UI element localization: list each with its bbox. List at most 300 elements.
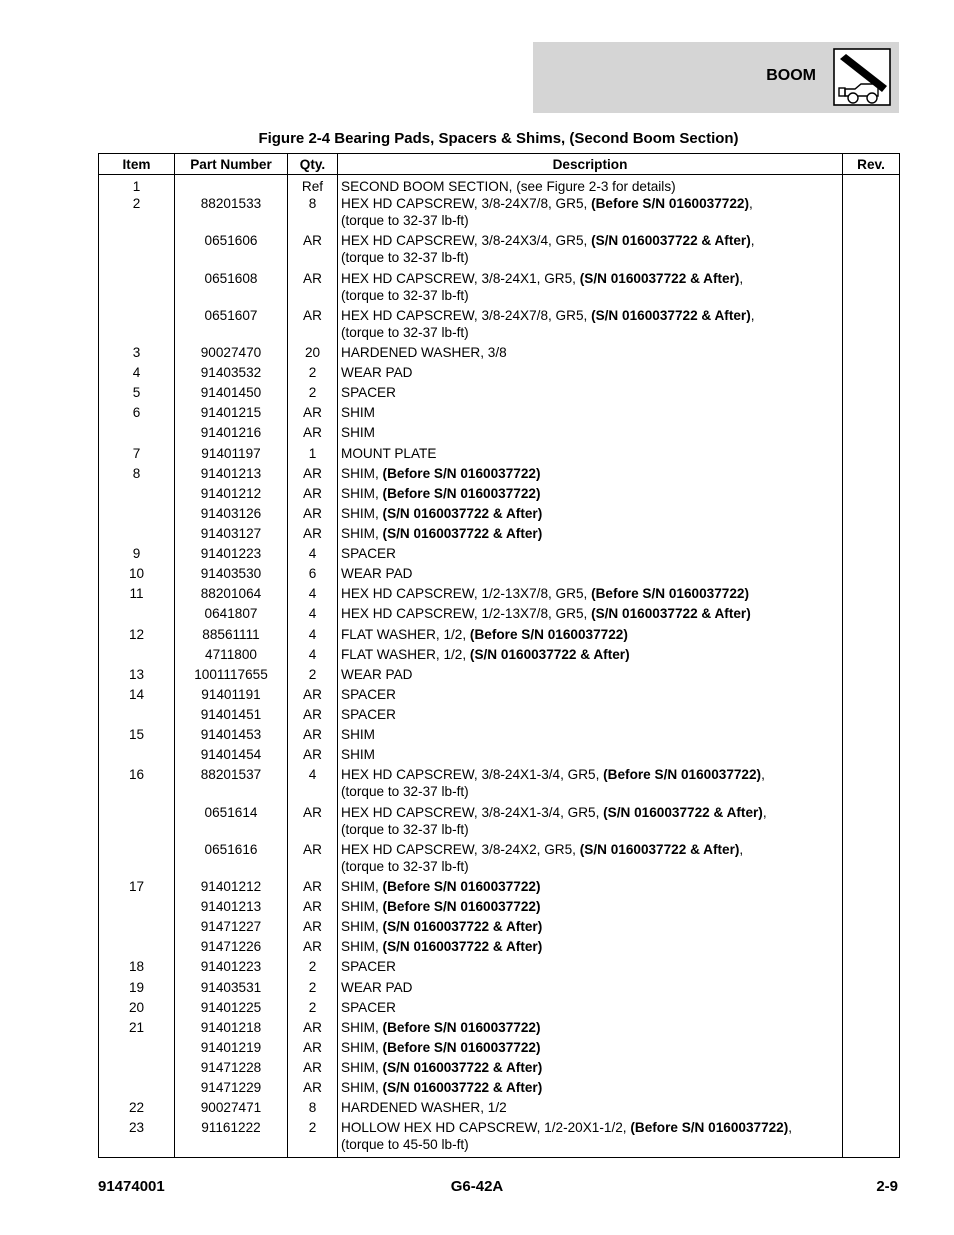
- table-row: [99, 1019, 900, 1039]
- part-number-cell: [175, 232, 288, 270]
- part-number-cell: [175, 918, 288, 938]
- description-text: SHIM,: [341, 919, 383, 934]
- part-number-cell: [175, 485, 288, 505]
- serial-number-note: (S/N 0160037722 & After): [382, 1080, 543, 1095]
- item-cell: [99, 746, 175, 766]
- quantity: AR: [303, 233, 322, 248]
- description-cell: [338, 1039, 843, 1059]
- quantity: AR: [303, 899, 322, 914]
- description-cell: [338, 384, 843, 404]
- quantity: 4: [308, 627, 317, 642]
- rev-cell: [843, 918, 900, 938]
- table-row: [99, 1099, 900, 1119]
- item-cell: [99, 585, 175, 605]
- part-number: 0641807: [204, 606, 258, 621]
- part-number: 91471226: [200, 939, 262, 954]
- part-number-cell: [175, 841, 288, 878]
- item-number: 3: [132, 345, 141, 360]
- rev-cell: [843, 525, 900, 545]
- item-cell: [99, 505, 175, 525]
- description-punctuation: ,: [750, 233, 755, 248]
- item-cell: [99, 545, 175, 565]
- quantity: AR: [303, 727, 322, 742]
- part-number: 91401225: [200, 1000, 262, 1015]
- part-number-cell: [175, 666, 288, 686]
- description-cell: [338, 525, 843, 545]
- rev-cell: [843, 898, 900, 918]
- description-text: SHIM,: [341, 899, 383, 914]
- rev-cell: [843, 232, 900, 270]
- part-number-cell: [175, 958, 288, 979]
- table-row: [99, 424, 900, 445]
- item-number: 13: [128, 667, 145, 682]
- item-cell: [99, 307, 175, 344]
- qty-cell: [288, 898, 338, 918]
- table-row: [99, 605, 900, 626]
- description-cell: [338, 938, 843, 958]
- quantity: AR: [303, 1020, 322, 1035]
- item-cell: [99, 766, 175, 804]
- item-cell: [99, 706, 175, 726]
- part-number-cell: [175, 344, 288, 364]
- part-number: 91403127: [200, 526, 262, 541]
- description-cell: [338, 1059, 843, 1079]
- torque-note: (torque to 32-37 lb-ft): [341, 859, 469, 874]
- quantity: 4: [308, 647, 317, 662]
- rev-cell: [843, 465, 900, 485]
- part-number: 91471228: [200, 1060, 262, 1075]
- item-cell: [99, 445, 175, 465]
- description-cell: [338, 445, 843, 465]
- serial-number-note: (Before S/N 0160037722): [469, 627, 628, 642]
- part-number: 91401216: [200, 425, 262, 440]
- part-number: 91401212: [200, 879, 262, 894]
- qty-cell: [288, 938, 338, 958]
- description-cell: [338, 686, 843, 706]
- serial-number-note: (S/N 0160037722 & After): [579, 842, 740, 857]
- item-number: 11: [129, 586, 144, 601]
- serial-number-note: (S/N 0160037722 & After): [591, 606, 751, 621]
- qty-cell: [288, 465, 338, 485]
- rev-cell: [843, 485, 900, 505]
- rev-cell: [843, 344, 900, 364]
- table-row: [99, 445, 900, 465]
- item-cell: [99, 364, 175, 384]
- quantity: AR: [303, 879, 322, 894]
- description-text: HARDENED WASHER, 3/8: [341, 345, 507, 360]
- item-number: 16: [128, 767, 145, 782]
- table-row: [99, 979, 900, 999]
- part-number: 91403530: [200, 566, 262, 581]
- item-cell: [99, 666, 175, 686]
- description-cell: [338, 626, 843, 646]
- serial-number-note: (S/N 0160037722 & After): [382, 1060, 543, 1075]
- part-number-cell: [175, 175, 288, 196]
- part-number-cell: [175, 565, 288, 585]
- item-cell: [99, 626, 175, 646]
- quantity: AR: [303, 707, 322, 722]
- part-number-cell: [175, 646, 288, 666]
- description-text: WEAR PAD: [341, 365, 413, 380]
- part-number: 88201537: [200, 767, 262, 782]
- serial-number-note: (S/N 0160037722 & After): [382, 939, 543, 954]
- item-cell: [99, 918, 175, 938]
- rev-cell: [843, 726, 900, 746]
- part-number: 91403126: [200, 506, 262, 521]
- table-row: [99, 898, 900, 918]
- description-cell: [338, 1079, 843, 1099]
- table-row: [99, 1039, 900, 1059]
- footer-model: G6-42A: [450, 1178, 504, 1195]
- description-cell: [338, 878, 843, 898]
- description-text: HEX HD CAPSCREW, 1/2-13X7/8, GR5,: [341, 586, 592, 601]
- qty-cell: [288, 505, 338, 525]
- rev-cell: [843, 364, 900, 384]
- column-header-item: Item: [99, 154, 175, 175]
- part-number: 91401223: [200, 546, 262, 561]
- section-title: BOOM: [766, 67, 816, 84]
- qty-cell: [288, 979, 338, 999]
- table-row: [99, 646, 900, 666]
- part-number-cell: [175, 1039, 288, 1059]
- rev-cell: [843, 626, 900, 646]
- item-cell: [99, 485, 175, 505]
- quantity: 2: [308, 1000, 317, 1015]
- description-text: SPACER: [341, 959, 396, 974]
- qty-cell: [288, 565, 338, 585]
- description-text: WEAR PAD: [341, 566, 413, 581]
- description-text: HEX HD CAPSCREW, 3/8-24X7/8, GR5,: [341, 196, 592, 211]
- qty-cell: [288, 666, 338, 686]
- table-row: [99, 706, 900, 726]
- item-number: 19: [128, 980, 145, 995]
- part-number: 91401454: [200, 747, 262, 762]
- qty-cell: [288, 646, 338, 666]
- rev-cell: [843, 979, 900, 999]
- serial-number-note: (S/N 0160037722 & After): [382, 919, 543, 934]
- item-number: 4: [132, 365, 141, 380]
- description-cell: [338, 918, 843, 938]
- quantity: 4: [308, 586, 317, 601]
- description-cell: [338, 979, 843, 999]
- description-cell: [338, 1019, 843, 1039]
- item-cell: [99, 804, 175, 841]
- description-cell: [338, 746, 843, 766]
- rev-cell: [843, 804, 900, 841]
- parts-table: [98, 153, 900, 1158]
- table-row: [99, 195, 900, 232]
- description-text: SHIM: [341, 425, 375, 440]
- rev-cell: [843, 938, 900, 958]
- description-cell: [338, 666, 843, 686]
- description-cell: [338, 841, 843, 878]
- quantity: 1: [308, 446, 317, 461]
- part-number: 91401215: [200, 405, 262, 420]
- part-number: 91403531: [200, 980, 262, 995]
- table-row: [99, 307, 900, 344]
- part-number: 91401191: [201, 687, 261, 702]
- qty-cell: [288, 1059, 338, 1079]
- table-row: [99, 465, 900, 485]
- qty-cell: [288, 344, 338, 364]
- rev-cell: [843, 841, 900, 878]
- description-punctuation: ,: [761, 767, 765, 782]
- quantity: AR: [303, 506, 322, 521]
- boom-lift-icon: [833, 48, 891, 106]
- description-cell: [338, 999, 843, 1019]
- table-row: [99, 364, 900, 384]
- item-number: 7: [132, 446, 141, 461]
- part-number-cell: [175, 364, 288, 384]
- rev-cell: [843, 746, 900, 766]
- qty-cell: [288, 746, 338, 766]
- description-cell: [338, 565, 843, 585]
- table-row: [99, 686, 900, 706]
- rev-cell: [843, 958, 900, 979]
- qty-cell: [288, 1079, 338, 1099]
- description-text: SHIM: [341, 747, 375, 762]
- qty-cell: [288, 626, 338, 646]
- qty-cell: [288, 545, 338, 565]
- rev-cell: [843, 1119, 900, 1157]
- qty-cell: [288, 1019, 338, 1039]
- description-punctuation: ,: [750, 308, 755, 323]
- description-text: SHIM,: [341, 486, 383, 501]
- description-cell: [338, 766, 843, 804]
- rev-cell: [843, 646, 900, 666]
- serial-number-note: (Before S/N 0160037722): [382, 1020, 541, 1035]
- rev-cell: [843, 545, 900, 565]
- description-text: HEX HD CAPSCREW, 3/8-24X1-3/4, GR5,: [341, 805, 604, 820]
- item-cell: [99, 1079, 175, 1099]
- table-row: [99, 1119, 900, 1157]
- description-cell: [338, 175, 843, 196]
- part-number: 1001117655: [194, 667, 268, 682]
- table-row: [99, 270, 900, 307]
- qty-cell: [288, 1119, 338, 1157]
- description-text: SHIM,: [341, 1060, 383, 1075]
- qty-cell: [288, 585, 338, 605]
- qty-cell: [288, 445, 338, 465]
- description-cell: [338, 605, 843, 626]
- item-cell: [99, 605, 175, 626]
- item-number: 23: [128, 1120, 145, 1135]
- qty-cell: [288, 307, 338, 344]
- item-number: 22: [128, 1100, 145, 1115]
- qty-cell: [288, 878, 338, 898]
- qty-cell: [288, 726, 338, 746]
- part-number: 91471227: [200, 919, 262, 934]
- description-cell: [338, 404, 843, 424]
- quantity: AR: [303, 939, 322, 954]
- part-number: 91401450: [200, 385, 262, 400]
- quantity: 2: [308, 365, 317, 380]
- rev-cell: [843, 585, 900, 605]
- part-number: 91401218: [200, 1020, 262, 1035]
- description-text: WEAR PAD: [341, 980, 413, 995]
- table-row: [99, 565, 900, 585]
- serial-number-note: (S/N 0160037722 & After): [382, 526, 543, 541]
- part-number-cell: [175, 384, 288, 404]
- description-cell: [338, 898, 843, 918]
- item-cell: [99, 1019, 175, 1039]
- column-header-qty: Qty.: [288, 154, 338, 175]
- table-row: [99, 344, 900, 364]
- part-number-cell: [175, 585, 288, 605]
- description-text: SPACER: [341, 687, 396, 702]
- part-number: 88201064: [200, 586, 262, 601]
- description-punctuation: ,: [739, 842, 744, 857]
- table-row: [99, 175, 900, 196]
- item-number: 2: [132, 196, 141, 211]
- table-row: [99, 232, 900, 270]
- part-number-cell: [175, 605, 288, 626]
- part-number-cell: [175, 686, 288, 706]
- quantity: AR: [303, 687, 322, 702]
- item-cell: [99, 565, 175, 585]
- table-row: [99, 626, 900, 646]
- quantity: AR: [303, 919, 322, 934]
- quantity: AR: [303, 842, 322, 857]
- description-cell: [338, 424, 843, 445]
- rev-cell: [843, 1019, 900, 1039]
- serial-number-note: (S/N 0160037722 & After): [579, 271, 740, 286]
- description-text: HEX HD CAPSCREW, 3/8-24X2, GR5,: [341, 842, 580, 857]
- serial-number-note: (Before S/N 0160037722): [591, 196, 749, 211]
- part-number-cell: [175, 626, 288, 646]
- part-number-cell: [175, 505, 288, 525]
- table-row: [99, 384, 900, 404]
- quantity: 2: [308, 1120, 317, 1135]
- quantity: 4: [308, 767, 317, 782]
- table-row: [99, 505, 900, 525]
- description-text: SHIM: [341, 727, 375, 742]
- part-number: 91401451: [200, 707, 262, 722]
- serial-number-note: (Before S/N 0160037722): [382, 879, 541, 894]
- part-number-cell: [175, 307, 288, 344]
- description-cell: [338, 1119, 843, 1157]
- part-number-cell: [175, 1019, 288, 1039]
- quantity: 4: [308, 546, 317, 561]
- table-row: [99, 525, 900, 545]
- serial-number-note: (S/N 0160037722 & After): [382, 506, 543, 521]
- quantity: 2: [308, 385, 317, 400]
- serial-number-note: (Before S/N 0160037722): [382, 466, 541, 481]
- description-text: SPACER: [341, 385, 396, 400]
- part-number: 90027471: [200, 1100, 262, 1115]
- rev-cell: [843, 878, 900, 898]
- torque-note: (torque to 32-37 lb-ft): [341, 213, 469, 228]
- rev-cell: [843, 706, 900, 726]
- description-cell: [338, 726, 843, 746]
- description-text: FLAT WASHER, 1/2,: [341, 647, 470, 662]
- rev-cell: [843, 505, 900, 525]
- rev-cell: [843, 1039, 900, 1059]
- item-cell: [99, 175, 175, 196]
- section-header: [533, 42, 899, 113]
- qty-cell: [288, 706, 338, 726]
- quantity: AR: [303, 271, 322, 286]
- item-number: 12: [128, 627, 145, 642]
- part-number-cell: [175, 804, 288, 841]
- description-cell: [338, 1099, 843, 1119]
- item-number: 14: [128, 687, 145, 702]
- part-number-cell: [175, 465, 288, 485]
- item-cell: [99, 938, 175, 958]
- part-number: 0651606: [204, 233, 258, 248]
- item-cell: [99, 270, 175, 307]
- torque-note: (torque to 32-37 lb-ft): [341, 250, 469, 265]
- part-number-cell: [175, 706, 288, 726]
- description-text: HEX HD CAPSCREW, 3/8-24X3/4, GR5,: [341, 233, 592, 248]
- description-cell: [338, 307, 843, 344]
- column-header-description: Description: [338, 154, 843, 175]
- item-number: 8: [132, 466, 141, 481]
- part-number-cell: [175, 979, 288, 999]
- description-text: SHIM,: [341, 1040, 383, 1055]
- rev-cell: [843, 766, 900, 804]
- description-text: HEX HD CAPSCREW, 3/8-24X1, GR5,: [341, 271, 580, 286]
- description-cell: [338, 344, 843, 364]
- item-cell: [99, 195, 175, 232]
- quantity: AR: [303, 466, 322, 481]
- qty-cell: [288, 766, 338, 804]
- table-row: [99, 999, 900, 1019]
- item-number: 20: [128, 1000, 145, 1015]
- description-text: SECOND BOOM SECTION, (see Figure 2-3 for details): [341, 179, 676, 194]
- part-number-cell: [175, 726, 288, 746]
- qty-cell: [288, 1039, 338, 1059]
- quantity: AR: [303, 526, 322, 541]
- part-number-cell: [175, 938, 288, 958]
- description-cell: [338, 958, 843, 979]
- table-row: [99, 766, 900, 804]
- description-cell: [338, 232, 843, 270]
- rev-cell: [843, 1059, 900, 1079]
- description-cell: [338, 465, 843, 485]
- item-number: 15: [128, 727, 145, 742]
- quantity: 6: [308, 566, 317, 581]
- part-number: 91401213: [200, 899, 262, 914]
- serial-number-note: (S/N 0160037722 & After): [469, 647, 630, 662]
- description-text: MOUNT PLATE: [341, 446, 437, 461]
- part-number: 4711800: [205, 647, 257, 662]
- table-row: [99, 804, 900, 841]
- qty-cell: [288, 605, 338, 626]
- qty-cell: [288, 364, 338, 384]
- serial-number-note: (Before S/N 0160037722): [382, 899, 541, 914]
- description-text: HEX HD CAPSCREW, 3/8-24X7/8, GR5,: [341, 308, 592, 323]
- qty-cell: [288, 404, 338, 424]
- item-cell: [99, 726, 175, 746]
- part-number: 91401453: [200, 727, 262, 742]
- qty-cell: [288, 384, 338, 404]
- part-number-cell: [175, 404, 288, 424]
- description-text: HOLLOW HEX HD CAPSCREW, 1/2-20X1-1/2,: [341, 1120, 631, 1135]
- rev-cell: [843, 175, 900, 196]
- qty-cell: [288, 841, 338, 878]
- qty-cell: [288, 999, 338, 1019]
- quantity: AR: [303, 1060, 322, 1075]
- serial-number-note: (S/N 0160037722 & After): [603, 805, 763, 820]
- torque-note: (torque to 32-37 lb-ft): [341, 784, 469, 799]
- description-punctuation: ,: [739, 271, 744, 286]
- item-number: 6: [132, 405, 141, 420]
- serial-number-note: (Before S/N 0160037722): [630, 1120, 789, 1135]
- part-number-cell: [175, 195, 288, 232]
- part-number: 91401212: [200, 486, 262, 501]
- part-number: 88561111: [202, 627, 260, 642]
